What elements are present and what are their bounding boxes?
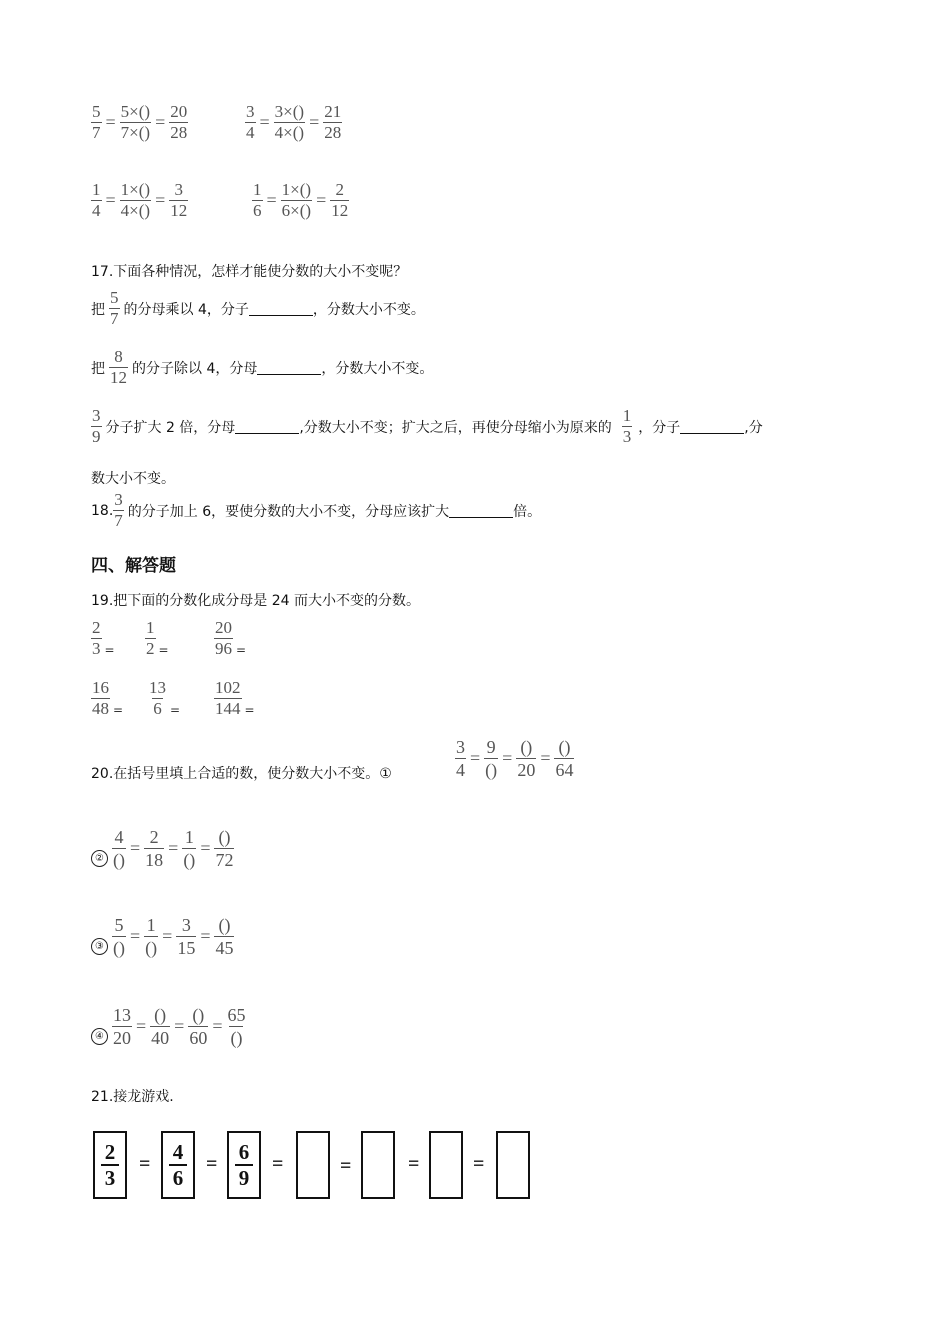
fraction: $\frac{3}{7}$ — [114, 490, 123, 530]
fraction: $\frac{3\times()}{4\times()}$ — [274, 102, 305, 142]
fraction: $\frac{1}{4}$ — [92, 180, 101, 220]
fraction: $\frac{5}{7}$ — [110, 288, 119, 328]
answer-blank[interactable] — [449, 503, 513, 518]
answer-blank[interactable] — [249, 301, 313, 316]
fraction: $\frac{5}{7}$ — [92, 102, 101, 142]
fraction: $\frac{20}{28}$ — [170, 102, 188, 142]
fraction: $\frac{1}{6}$ — [253, 180, 262, 220]
q19-item: $\frac{2}{3}$ = — [92, 618, 115, 658]
equation-row-2b: $\frac{1}{6}$ = $\frac{1\times()}{6\times()}$ = $\frac{2}{12}$ — [253, 180, 349, 220]
fraction: $\frac{1}{3}$ — [622, 406, 632, 446]
fraction: $\frac{3}{4}$ — [246, 102, 255, 142]
q17-line-3: $\frac{3}{9}$ 分子扩大 2 倍，分母 ,分数大小不变；扩大之后，再使分母缩小为原来的 $\frac{1}{3}$ ，分子 ,分 — [92, 406, 763, 446]
q19-item: $\frac{102}{144}$ = — [215, 678, 255, 718]
q20-equation-4: ④ $\frac{13}{20}$ = $\frac{()}{40}$ = $\frac{()}{60}$ = $\frac{65}{()}$ — [91, 1006, 246, 1047]
q20-equation-2: ② $\frac{4}{()}$ = $\frac{2}{18}$ = $\frac{1}{()}$ = $\frac{()}{72}$ — [91, 828, 234, 869]
fraction: $\frac{8}{12}$ — [110, 347, 127, 387]
fraction: $\frac{5\times()}{7\times()}$ — [120, 102, 151, 142]
fraction: $\frac{3}{9}$ — [92, 406, 101, 446]
answer-blank[interactable] — [680, 419, 744, 434]
q19-item: $\frac{20}{96}$ = — [215, 618, 247, 658]
equation-row-2a: $\frac{1}{4}$ = $\frac{1\times()}{4\times()}$ = $\frac{3}{12}$ — [92, 180, 188, 220]
q21-title: 21.接龙游戏. — [91, 1089, 174, 1105]
fraction: $\frac{1\times()}{4\times()}$ — [120, 180, 151, 220]
q17-title: 17.下面各种情况，怎样才能使分数的大小不变呢？ — [91, 264, 408, 280]
q20-equation-3: ③ $\frac{5}{()}$ = $\frac{1}{()}$ = $\frac{3}{15}$ = $\frac{()}{45}$ — [91, 916, 234, 957]
q17-line-2: 把 $\frac{8}{12}$ 的分子除以 4，分母 ，分数大小不变。 — [91, 347, 434, 387]
chain-box: 2 3 — [93, 1131, 127, 1199]
fraction: $\frac{3}{12}$ — [170, 180, 188, 220]
fraction: $\frac{21}{28}$ — [324, 102, 342, 142]
q20-equation-1: $\frac{3}{4}$ = $\frac{9}{()}$ = $\frac{()}{20}$ = $\frac{()}{64}$ — [456, 737, 574, 780]
q19-item: $\frac{13}{6}$ = — [149, 678, 181, 718]
fraction: $\frac{1\times()}{6\times()}$ — [281, 180, 312, 220]
answer-blank[interactable] — [257, 360, 321, 375]
equation-row-1b: $\frac{3}{4}$ = $\frac{3\times()}{4\times()}$ = $\frac{21}{28}$ — [246, 102, 342, 142]
section-heading: 四、解答题 — [91, 556, 176, 576]
chain-box-empty[interactable] — [429, 1131, 463, 1199]
chain-box: 6 9 — [227, 1131, 261, 1199]
q17-line-4: 数大小不变。 — [91, 471, 175, 487]
chain-box: 4 6 — [161, 1131, 195, 1199]
equation-row-1a: $\frac{5}{7}$ = $\frac{5\times()}{7\times()}$ = $\frac{20}{28}$ — [92, 102, 188, 142]
chain-box-empty[interactable] — [496, 1131, 530, 1199]
q19-item: $\frac{16}{48}$ = — [92, 678, 124, 718]
answer-blank[interactable] — [235, 419, 299, 434]
q18: 18. $\frac{3}{7}$ 的分子加上 6，要使分数的大小不变，分母应该扩大 倍。 — [91, 490, 542, 530]
chain-box-empty[interactable] — [361, 1131, 395, 1199]
q20-title: 20.在括号里填上合适的数，使分数大小不变。① — [91, 766, 392, 782]
q17-line-1: 把 $\frac{5}{7}$ 的分母乘以 4，分子 ，分数大小不变。 — [91, 288, 425, 328]
q19-item: $\frac{1}{2}$ = — [146, 618, 169, 658]
chain-box-empty[interactable] — [296, 1131, 330, 1199]
q19-title: 19.把下面的分数化成分母是 24 而大小不变的分数。 — [91, 593, 420, 609]
fraction: $\frac{2}{12}$ — [331, 180, 349, 220]
